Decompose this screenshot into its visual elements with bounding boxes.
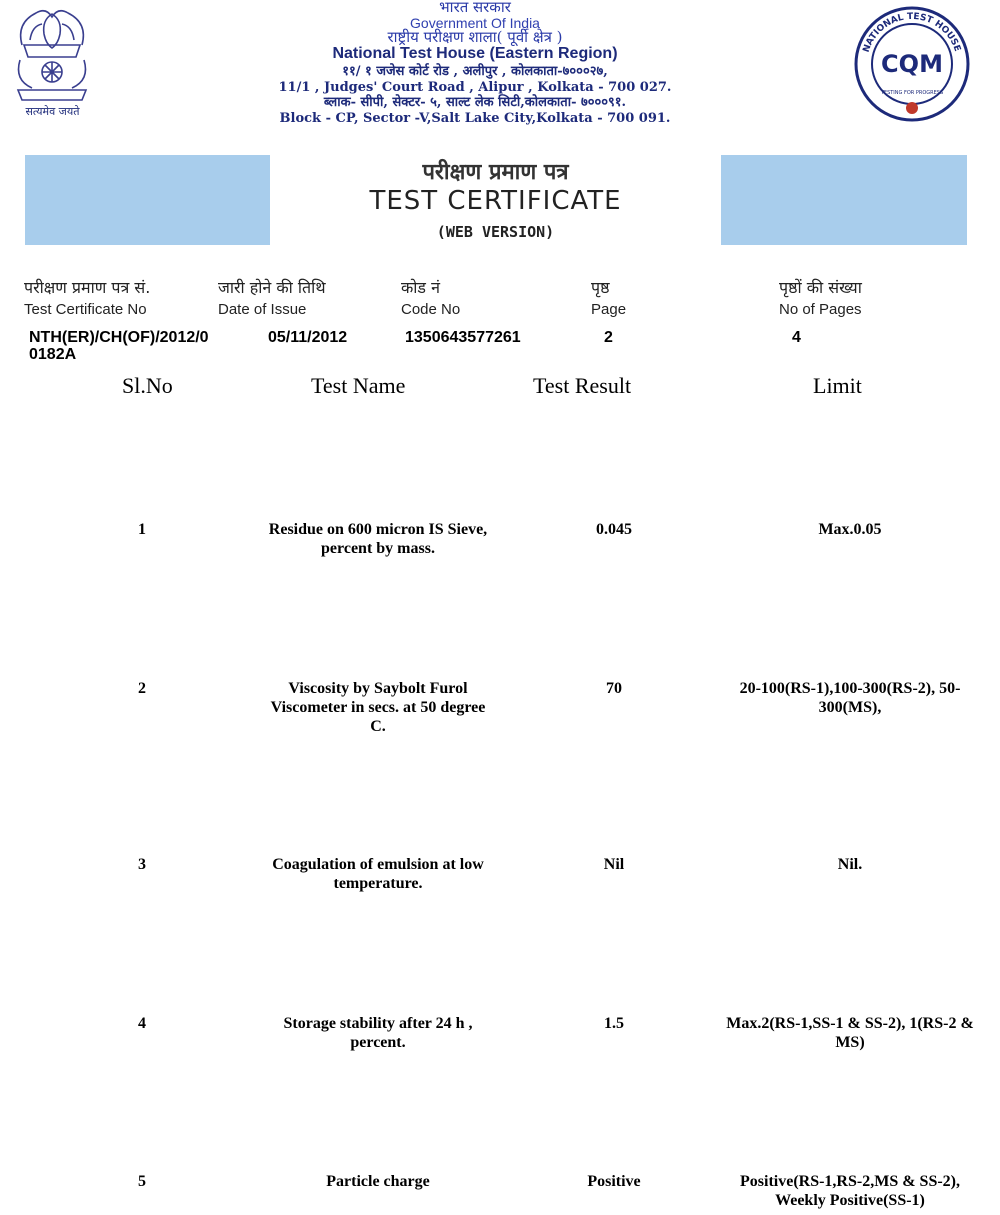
row-1-sl: 1 (138, 521, 146, 538)
row-5-result: Positive (587, 1173, 641, 1190)
col-header-slno: Sl.No (122, 373, 173, 398)
certificate-title: TEST CERTIFICATE (369, 186, 622, 216)
row-2-limit: 20-100(RS-1),100-300(RS-2), 50-300(MS), (739, 680, 961, 716)
col-header-limit: Limit (813, 373, 862, 398)
org-name: National Test House (Eastern Region) (332, 45, 618, 63)
govt-name: Government Of India (410, 14, 540, 31)
row-5-name: Particle charge (326, 1173, 430, 1190)
banner-band-right (721, 155, 967, 245)
row-4-name: Storage stability after 24 h , percent. (283, 1015, 473, 1051)
seal-monogram: CQM (881, 50, 943, 78)
address2-hindi: ब्लाक- सीपी, सेक्टर- ५, साल्ट लेक सिटी,कोलकाता- ७०००९१. (323, 95, 627, 111)
seal-ring-text: NATIONAL TEST HOUSE (861, 11, 963, 54)
row-1-result: 0.045 (596, 521, 632, 538)
col-header-test-name: Test Name (311, 373, 406, 398)
row-5-sl: 5 (138, 1173, 146, 1190)
label-date: जारी होने की तिथि Date of Issue (218, 278, 326, 319)
label-page: पृष्ठ Page (591, 278, 627, 319)
code-value: 1350643577261 (405, 329, 521, 346)
cert-no-value: NTH(ER)/CH(OF)/2012/00182A (29, 329, 209, 363)
address1-hindi: ११/ १ जजेस कोर्ट रोड , अलीपुर , कोलकाता-७०००२७, (342, 63, 608, 79)
row-4-sl: 4 (138, 1015, 146, 1032)
certificate-subtitle: (WEB VERSION) (436, 223, 555, 241)
seal-banner: TESTING FOR PROGRESS (880, 90, 944, 96)
label-cert-no: परीक्षण प्रमाण पत्र सं. Test Certificate No (24, 278, 151, 319)
row-2-name: Viscosity by Saybolt Furol Viscometer in secs. at 50 degree C. (270, 680, 486, 735)
date-value: 05/11/2012 (268, 329, 348, 346)
label-pages: पृष्ठों की संख्या No of Pages (779, 278, 862, 319)
row-3-limit: Nil. (837, 856, 863, 873)
row-3-result: Nil (603, 856, 625, 873)
motto-text: सत्यमेव जयते (25, 105, 80, 118)
label-code: कोड नं Code No (401, 278, 461, 319)
address1: 11/1 , Judges' Court Road , Alipur , Kolkata - 700 027. (278, 79, 672, 95)
nth-seal-icon (847, 2, 977, 124)
row-4-limit: Max.2(RS-1,SS-1 & SS-2), 1(RS-2 & MS) (726, 1015, 974, 1051)
pages-value: 4 (792, 329, 801, 346)
letterhead (230, 0, 720, 125)
svg-text:NATIONAL TEST HOUSE (862, 12, 962, 54)
certificate-title-hindi: परीक्षण प्रमाण पत्र (422, 159, 569, 185)
row-5-limit: Positive(RS-1,RS-2,MS & SS-2), Weekly Positive(SS-1) (740, 1173, 960, 1209)
row-3-name: Coagulation of emulsion at low temperature. (272, 856, 484, 892)
govt-hindi: भारत सरकार (439, 0, 511, 16)
row-1-limit: Max.0.05 (818, 521, 882, 538)
col-header-test-result: Test Result (533, 373, 632, 398)
row-4-result: 1.5 (604, 1015, 624, 1032)
row-3-sl: 3 (138, 856, 146, 873)
address2: Block - CP, Sector -V,Salt Lake City,Kolkata - 700 091. (279, 110, 671, 126)
org-hindi: राष्ट्रीय परीक्षण शाला( पूर्वी क्षेत्र ) (387, 28, 563, 47)
row-2-sl: 2 (138, 680, 146, 697)
row-2-result: 70 (606, 680, 622, 697)
banner-band-left (25, 155, 270, 245)
row-1-name: Residue on 600 micron IS Sieve, percent by mass. (268, 521, 488, 557)
page-value: 2 (604, 329, 613, 346)
